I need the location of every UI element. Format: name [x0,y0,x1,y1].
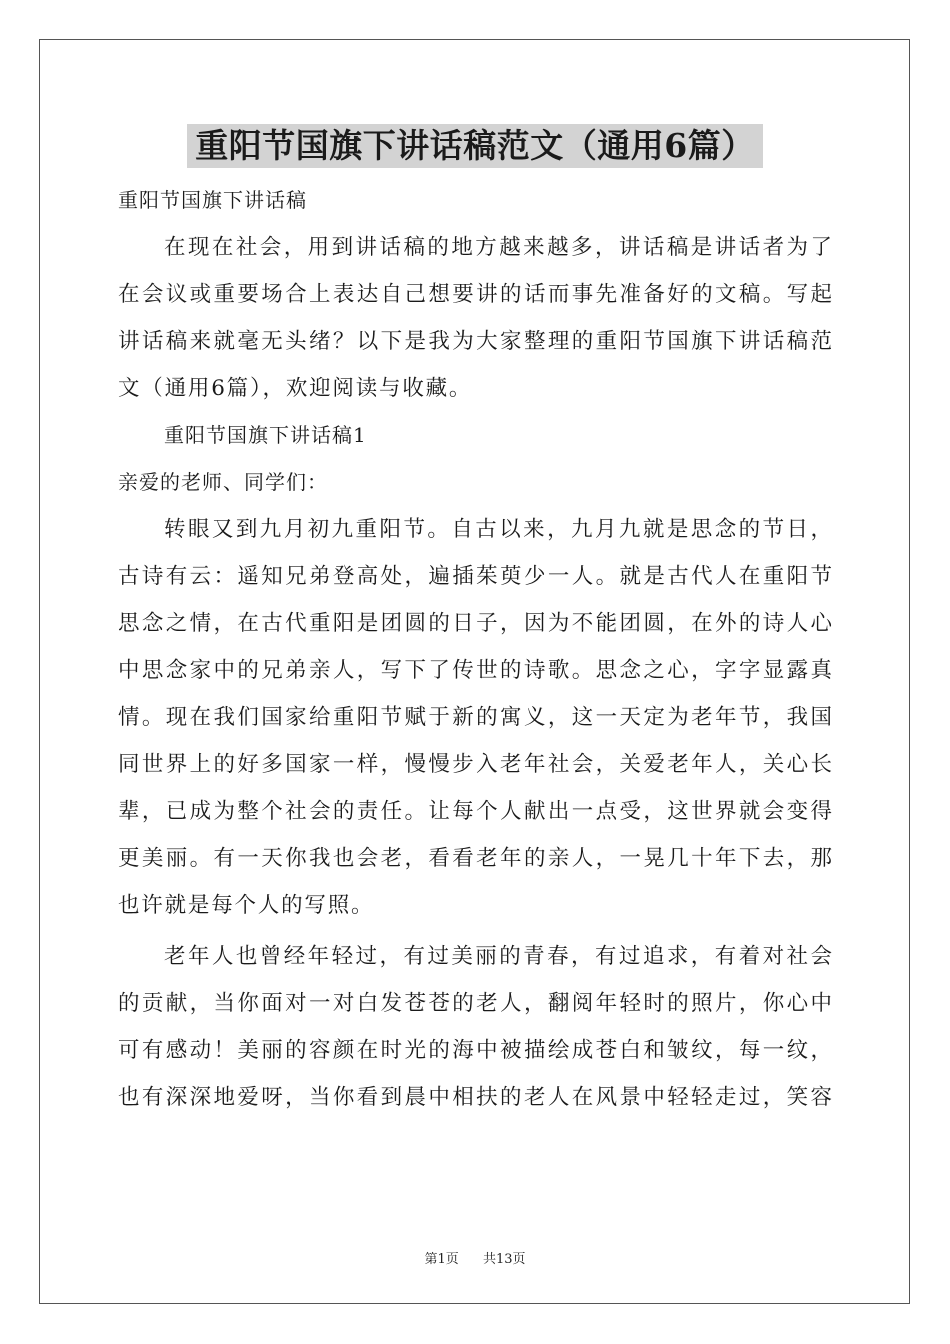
document-subtitle: 重阳节国旗下讲话稿 [118,188,307,212]
paragraph-line: 也许就是每个人的写照。 [118,893,375,918]
paragraph-line: 可有感动！美丽的容颜在时光的海中被描绘成苍白和皱纹，每一纹， [118,1038,832,1063]
paragraph-line: 同世界上的好多国家一样，慢慢步入老年社会，关爱老年人，关心长 [118,752,832,777]
paragraph-line: 古诗有云：遥知兄弟登高处，遍插茱萸少一人。就是古代人在重阳节 [118,564,832,589]
paragraph-line: 也有深深地爱呀，当你看到晨中相扶的老人在风景中轻轻走过，笑容 [118,1085,832,1110]
paragraph-line: 中思念家中的兄弟亲人，写下了传世的诗歌。思念之心，字字显露真 [118,658,832,683]
title-container [0,124,950,168]
intro-line: 文（通用6篇），欢迎阅读与收藏。 [118,376,473,401]
document-body [118,177,832,1121]
paragraph-line: 辈，已成为整个社会的责任。让每个人献出一点受，这世界就会变得 [118,799,832,824]
paragraph-line: 更美丽。有一天你我也会老，看看老年的亲人，一晃几十年下去，那 [118,846,832,871]
intro-line: 在会议或重要场合上表达自己想要讲的话而事先准备好的文稿。写起 [118,282,832,307]
paragraph-line: 的贡献，当你面对一对白发苍苍的老人，翻阅年轻时的照片，你心中 [118,991,832,1016]
page-footer [0,1248,950,1267]
paragraph-line: 思念之情，在古代重阳是团圆的日子，因为不能团圆，在外的诗人心 [118,611,832,636]
greeting: 亲爱的老师、同学们： [118,470,328,494]
paragraph-line: 转眼又到九月初九重阳节。自古以来，九月九就是思念的节日， [164,517,832,542]
page-number: 第1页 [424,1252,459,1267]
page-total: 共13页 [483,1252,526,1267]
intro-line: 在现在社会，用到讲话稿的地方越来越多，讲话稿是讲话者为了 [164,235,832,260]
section-heading: 重阳节国旗下讲话稿1 [164,423,367,447]
document-title: 重阳节国旗下讲话稿范文（通用6篇） [187,124,762,168]
intro-line: 讲话稿来就毫无头绪？以下是我为大家整理的重阳节国旗下讲话稿范 [118,329,832,354]
paragraph-line: 情。现在我们国家给重阳节赋于新的寓义，这一天定为老年节，我国 [118,705,832,730]
paragraph-line: 老年人也曾经年轻过，有过美丽的青春，有过追求，有着对社会 [164,944,832,969]
